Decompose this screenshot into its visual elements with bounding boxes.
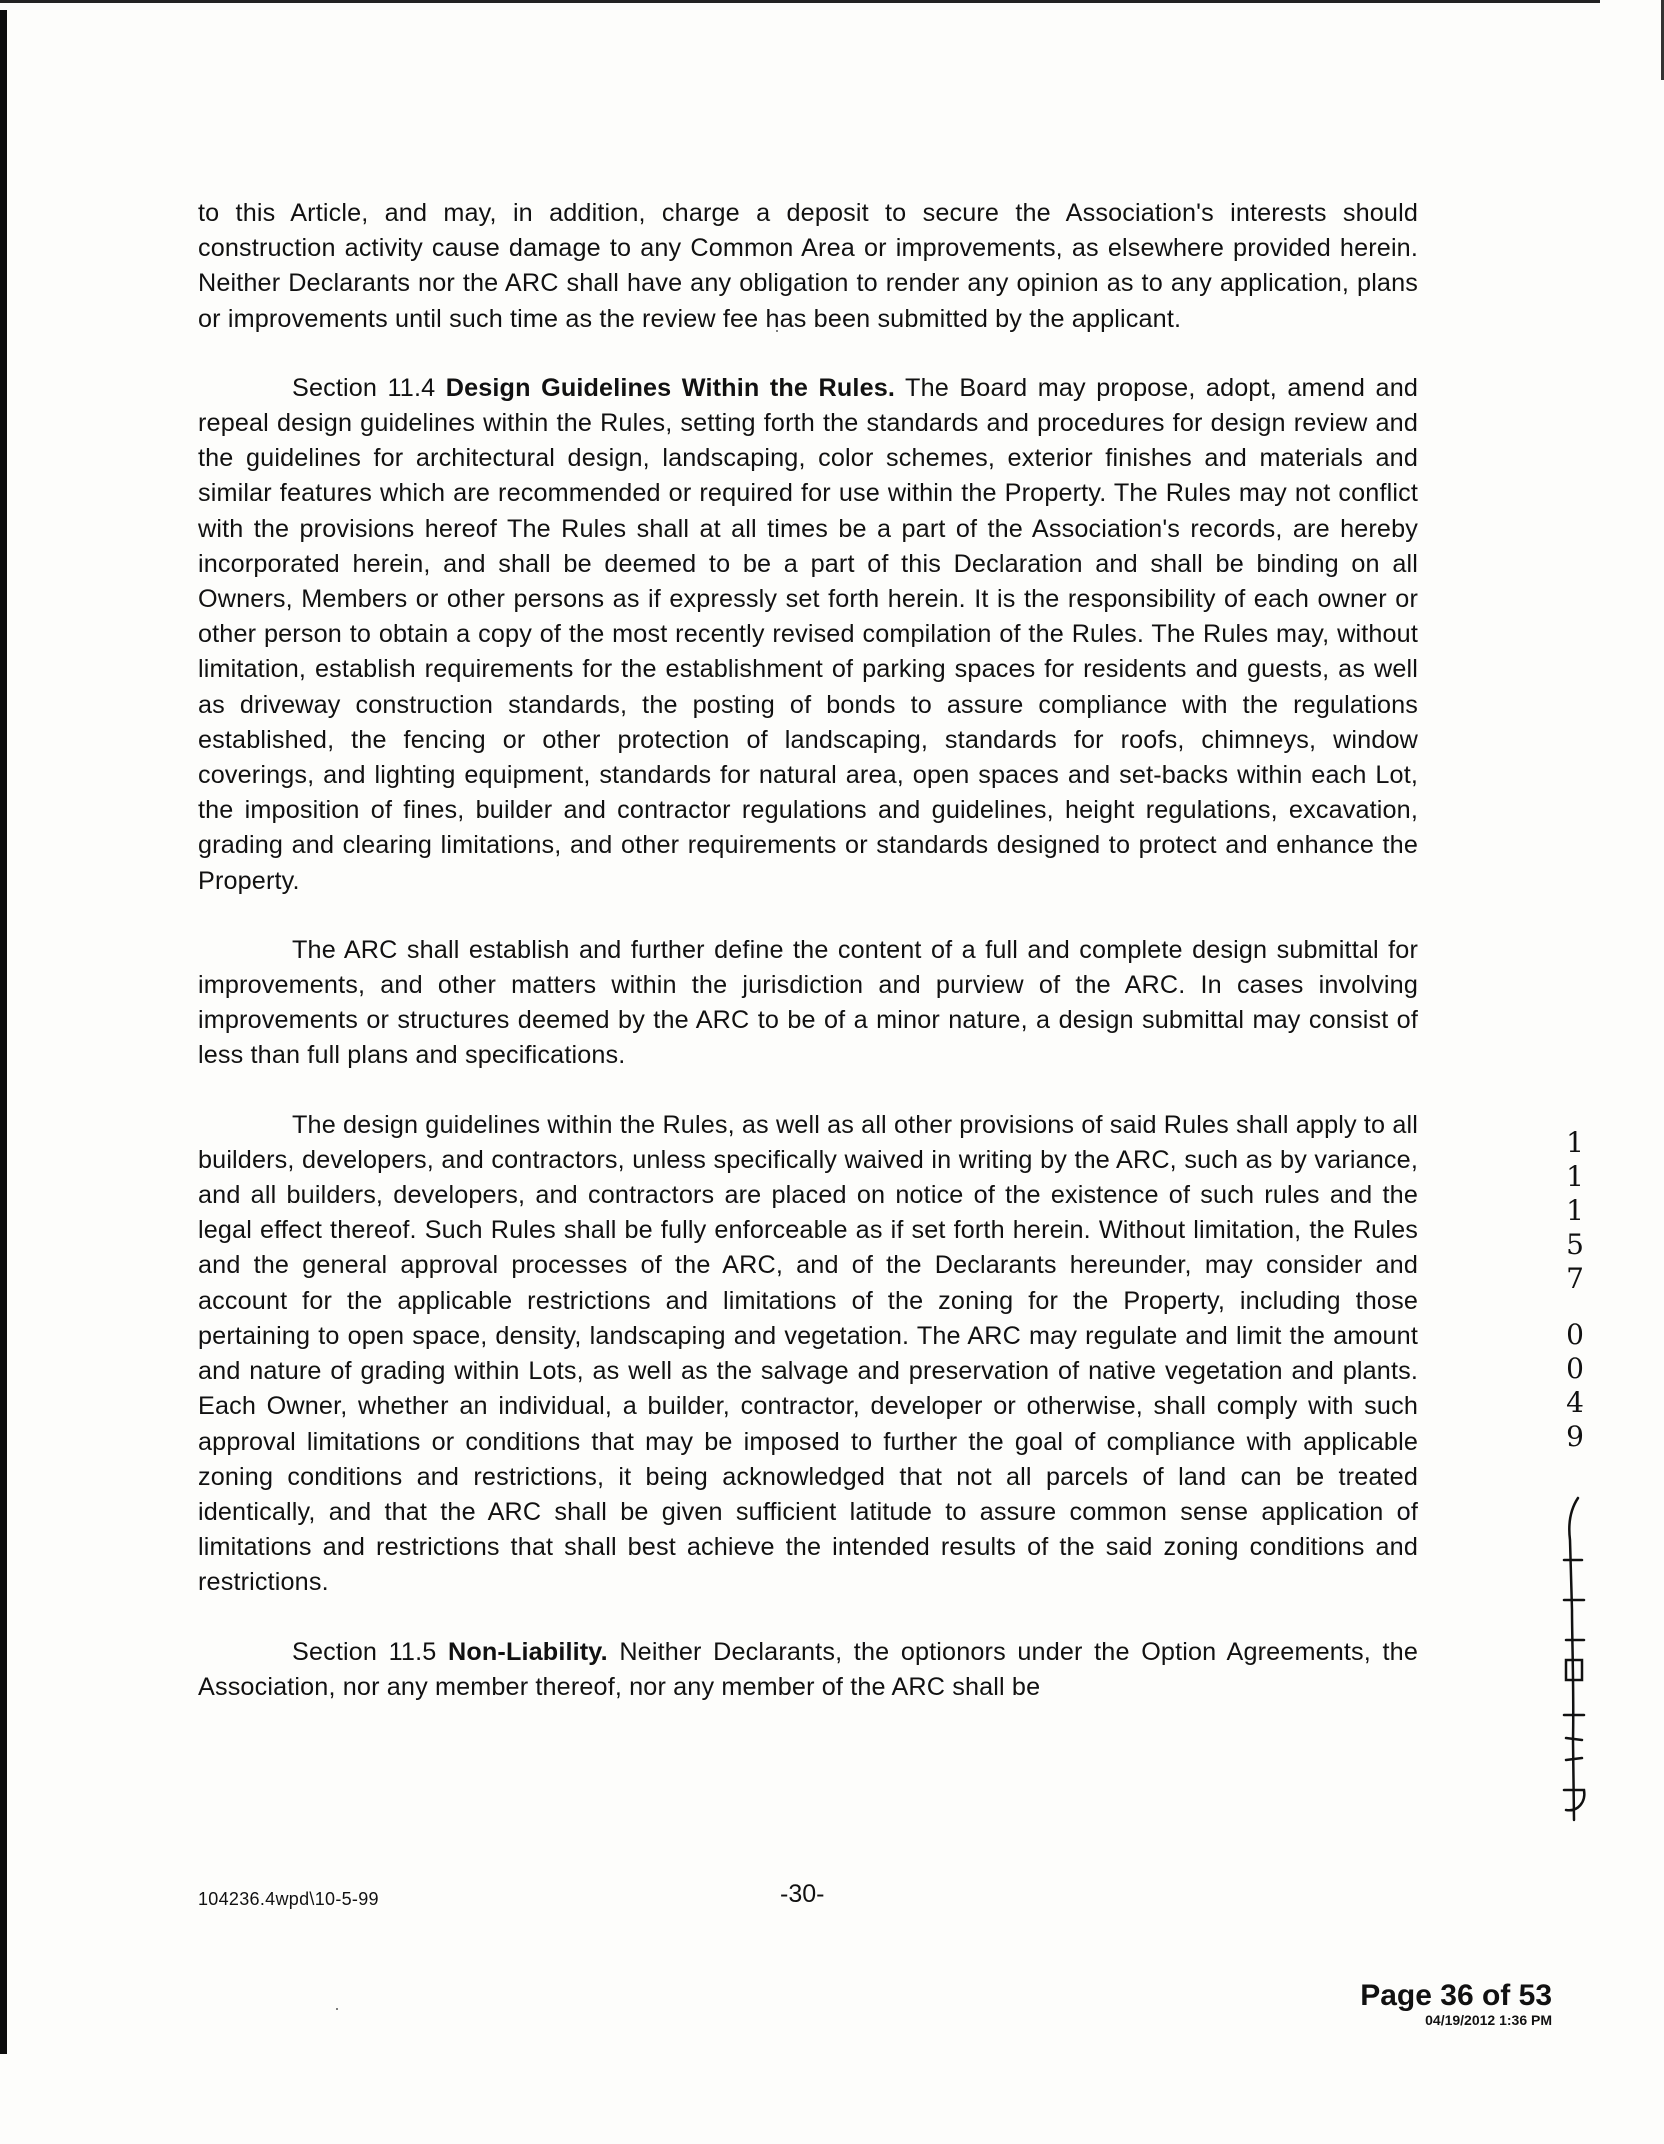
section-11-4-label: Section 11.4 bbox=[292, 373, 436, 402]
section-11-5-heading: Non-Liability. bbox=[448, 1637, 608, 1666]
recording-digit: 0 bbox=[1566, 1318, 1584, 1351]
scan-speck bbox=[336, 2008, 338, 2010]
scan-edge-top bbox=[0, 0, 1600, 3]
section-11-5-paragraph bbox=[198, 1635, 1418, 1705]
section-11-5-text: Neither Declarants, the optionors under the Option Agreements, the Association, nor any member thereof, nor any member of the ARC shall be bbox=[198, 1637, 1418, 1701]
arc-submittal-paragraph: The ARC shall establish and further define the content of a full and complete design submittal for improvements, and other matters within the jurisdiction and purview of the ARC. In cases involving improvements or structures deemed by the ARC to be of a minor nature, a design submittal may consist of less than full plans and specifications. bbox=[198, 935, 1418, 1070]
recording-digit: 0 bbox=[1566, 1352, 1584, 1385]
footer-page-number: -30- bbox=[780, 1880, 825, 1908]
section-11-5-label: Section 11.5 bbox=[292, 1637, 437, 1666]
recording-digit: 7 bbox=[1566, 1262, 1584, 1295]
stamp-page-count: Page 36 of 53 bbox=[1360, 1979, 1552, 2012]
paragraph-continuation: to this Article, and may, in addition, charge a deposit to secure the Association's interests should construction activity cause damage to any Common Area or improvements, as elsewhere provided herein. Neither Declarants nor the ARC shall have any obligation to render any opinion as to any application, plans or improvements until such time as the review fee has been submitted by the applicant. bbox=[198, 199, 1418, 333]
recording-number bbox=[1560, 1126, 1590, 1454]
section-11-4-heading: Design Guidelines Within the Rules. bbox=[445, 373, 896, 402]
stamp-datetime: 04/19/2012 1:36 PM bbox=[1425, 2012, 1552, 2028]
recording-digit: 1 bbox=[1566, 1160, 1584, 1193]
recording-digit: 1 bbox=[1566, 1126, 1584, 1159]
recording-digit: 5 bbox=[1566, 1228, 1584, 1261]
section-11-4-paragraph bbox=[198, 371, 1418, 899]
recording-digit: 4 bbox=[1566, 1386, 1584, 1419]
recording-stamp bbox=[1360, 1980, 1552, 2028]
footer-file-id: 104236.4wpd\10-5-99 bbox=[198, 1889, 379, 1909]
section-11-4-text: The Board may propose, adopt, amend and repeal design guidelines within the Rules, setting forth the standards and procedures for design review and the guidelines for architectural design, landscaping, color schemes, exterior finishes and materials and similar features which are recommended or required for use within the Property. The Rules may not conflict with the provisions hereof The Rules shall at all times be a part of the Association's records, are hereby incorporated herein, and shall be deemed to be a part of this Declaration and shall be binding on all Owners, Members or other persons as if expressly set forth herein. It is the responsibility of each owner or other person to obtain a copy of the most recently revised compilation of the Rules. The Rules may, without limitation, establish requirements for the establishment of parking spaces for residents and guests, as well as driveway construction standards, the posting of bonds to assure compliance with the regulations established, the fencing or other protection of landscaping, standards for roofs, chimneys, window coverings, and lighting equipment, standards for natural area, open spaces and set-backs within each Lot, the imposition of fines, builder and contractor regulations and guidelines, height regulations, excavation, grading and clearing limitations, and other requirements or standards designed to protect and enhance the Property. bbox=[198, 373, 1419, 895]
recording-digit: 1 bbox=[1566, 1194, 1584, 1227]
scan-edge-left bbox=[0, 10, 7, 2054]
design-guidelines-paragraph: The design guidelines within the Rules, as well as all other provisions of said Rules shall apply to all builders, developers, and contractors, unless specifically waived in writing by the ARC, such as by variance, and all builders, developers, and contractors are placed on notice of the existence of such rules and the legal effect thereof. Such Rules shall be fully enforceable as if set forth herein. Without limitation, the Rules and the general approval processes of the ARC, and of the Declarants hereunder, may consider and account for the applicable restrictions and limitations of the zoning for the Property, including those pertaining to open space, density, landscaping and vegetation. The ARC may regulate and limit the amount and nature of grading within Lots, as well as the salvage and preservation of native vegetation and plants. Each Owner, whether an individual, a builder, contractor, developer or otherwise, shall comply with such approval limitations or conditions that may be imposed to further the goal of compliance with applicable zoning conditions and restrictions, it being acknowledged that not all parcels of land can be treated identically, and that the ARC shall be given sufficient latitude to assure common sense application of limitations and restrictions that shall best achieve the intended results of the said zoning conditions and restrictions. bbox=[198, 1110, 1418, 1597]
handwritten-annotation-mark bbox=[1548, 1490, 1598, 1830]
document-body bbox=[198, 196, 1418, 1739]
recording-digit: 9 bbox=[1566, 1420, 1584, 1453]
